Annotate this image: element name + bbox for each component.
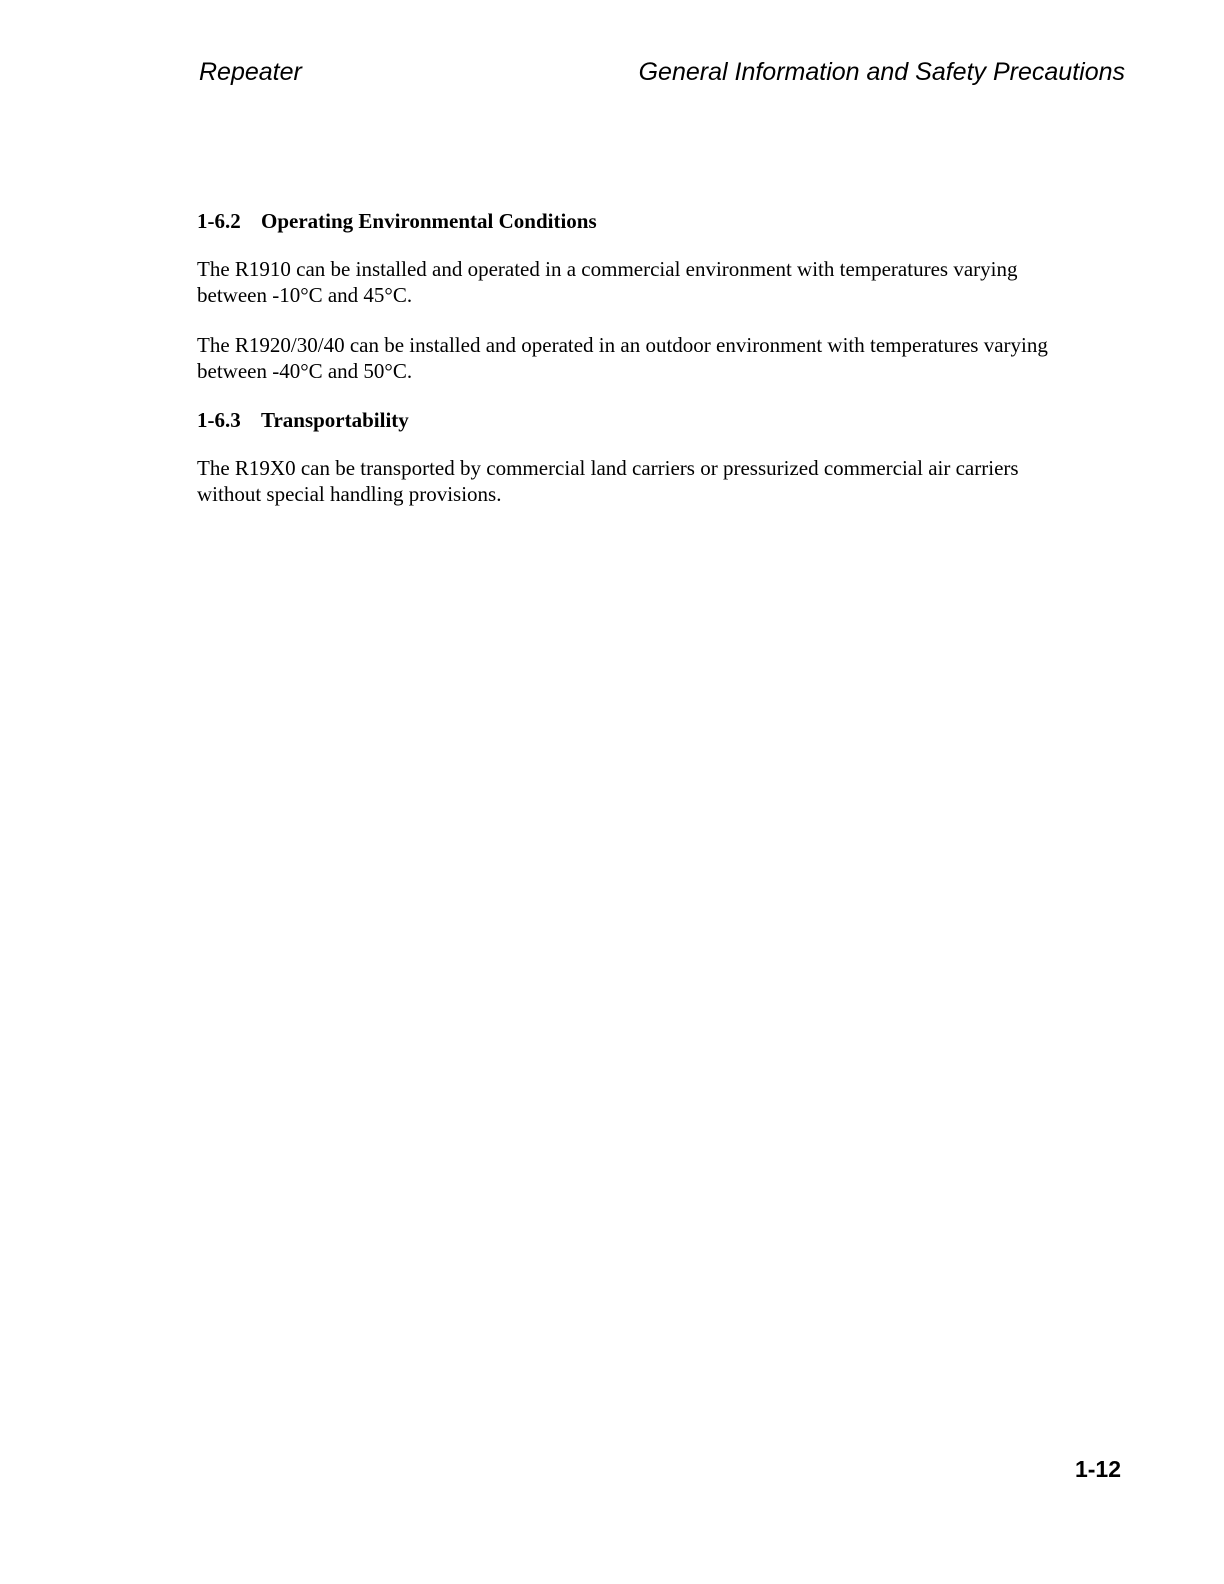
section-title: Transportability <box>261 408 409 432</box>
header-title-left: Repeater <box>199 58 302 86</box>
section-heading-operating-conditions <box>197 207 1067 235</box>
paragraph: The R19X0 can be transported by commercial land carriers or pressurized commercial air carriers without special handling provisions. <box>197 456 1019 506</box>
section-title: Operating Environmental Conditions <box>261 209 597 233</box>
header-title-right: General Information and Safety Precautions <box>638 58 1125 86</box>
section-number: 1-6.3 <box>197 408 241 432</box>
paragraph: The R1910 can be installed and operated in a commercial environment with temperatures varying between -10°C and 45°C. <box>197 257 1018 307</box>
page-number: 1-12 <box>1074 1456 1121 1482</box>
paragraph: The R1920/30/40 can be installed and operated in an outdoor environment with temperatures varying between -40°C and 50°C. <box>197 333 1048 383</box>
body-content <box>197 207 1067 507</box>
section-number: 1-6.2 <box>197 209 241 233</box>
running-header <box>199 55 1125 89</box>
section-heading-transportability <box>197 406 1067 434</box>
